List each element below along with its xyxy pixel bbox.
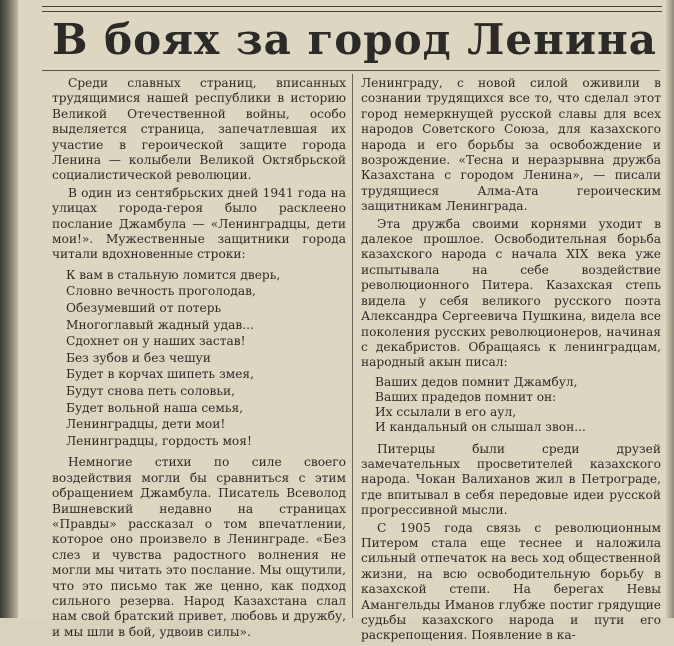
poem-line: Словно вечность проголодав, <box>66 284 256 299</box>
right-paragraph-3: Питерцы были среди друзей замечательных просветителей казахского народа. Чокан Валиханов жил в Петрограде, где впитывал в себя передовые идеи русской прогрессивной мысли. <box>361 441 661 518</box>
poem-line: Обезумевший от потерь <box>66 301 222 316</box>
left-paragraph-2: В один из сентябрьских дней 1941 года на улицах города-героя было расклеено послание Джамбула — «Ленинградцы, дети мои!». Мужественные защитники города читали вдохновенные строки: <box>52 185 346 262</box>
left-paragraph-1: Среди славных страниц, вписанных трудящимися нашей республики в историю Великой Отечественной войны, особо выделяется страница, запечатлевшая их участие в героической защите города Ленина — колыбели Великой Октябрьской социалистической революции. <box>52 76 346 183</box>
poem-line: Сдохнет он у наших застав! <box>66 334 246 349</box>
poem-line: Ваших прадедов помнит он: <box>375 389 557 404</box>
poem-line: Их ссылали в его аул, <box>375 405 517 420</box>
poem-line: Ленинградцы, гордость моя! <box>66 433 252 448</box>
article-headline: В боях за город Ленина <box>52 15 657 64</box>
poem-line: Ленинградцы, дети мои! <box>66 417 226 432</box>
scan-edge-shadow <box>666 0 674 618</box>
poem-line: Будет вольной наша семья, <box>66 400 244 415</box>
poem-line: Будут снова петь соловьи, <box>66 384 236 399</box>
left-column <box>52 76 346 642</box>
right-column <box>361 76 661 646</box>
poem-line: И кандальный он слышал звон... <box>375 420 586 435</box>
headline-rule <box>42 70 660 71</box>
column-divider <box>352 74 353 618</box>
left-paragraph-3: Немногие стихи по силе своего воздействия могли бы сравниться с этим обращением Джамбула. Писатель Всеволод Вишневский недавно на страницах «Правды» рассказал о том впечатлении, которое оно произвело в Ленинграде. «Без слез и чувства радостного волнения не могли мы читать это послание. Мы ощутили, что это письмо так же ценно, как подход сильного резерва. Народ Казахстана слал нам свой братский привет, любовь и дружбу, и мы шли в бой, удвоив силы». <box>52 455 346 639</box>
poem-line: Без зубов и без чешуи <box>66 350 211 365</box>
dzhambul-poem <box>66 267 346 450</box>
poem-line: К вам в стальную ломится дверь, <box>66 267 281 282</box>
poem-line: Будет в корчах шипеть змея, <box>66 367 254 382</box>
right-paragraph-4: С 1905 года связь с революционным Питером стала еще теснее и наложила сильный отпечаток на весь ход общественной жизни, на всю освободительную борьбу в казахской степи. На берегах Невы Амангельды Иманов глубже постиг грядущие судьбы казахского народа и пути его раскрепощения. Появление в ка- <box>361 520 661 643</box>
poem-line: Многоглавый жадный удав... <box>66 317 254 332</box>
scan-binding-shadow <box>0 0 18 618</box>
akyn-poem <box>375 375 661 436</box>
right-paragraph-1: Ленинграду, с новой силой оживили в сознании трудящихся все то, что сделал этот город немеркнущей русской славы для всех народов Советского Союза, для казахского народа и его борьбы за освобождение и возрождение. «Тесна и неразрывна дружба Казахстана с городом Ленина», — писали трудящиеся Алма-Ата героическим защитникам Ленинграда. <box>361 76 661 214</box>
right-paragraph-2: Эта дружба своими корнями уходит в далекое прошлое. Освободительная борьба казахского народа с начала XIX века уже испытывала на себе воздействие революционного Питера. Казахская степь видела у себя великого русского поэта Александра Сергеевича Пушкина, видела все поколения русских революционеров, начиная с декабристов. Обращаясь к ленинградцам, народный акын писал: <box>361 216 661 370</box>
poem-line: Ваших дедов помнит Джамбул, <box>375 374 578 389</box>
